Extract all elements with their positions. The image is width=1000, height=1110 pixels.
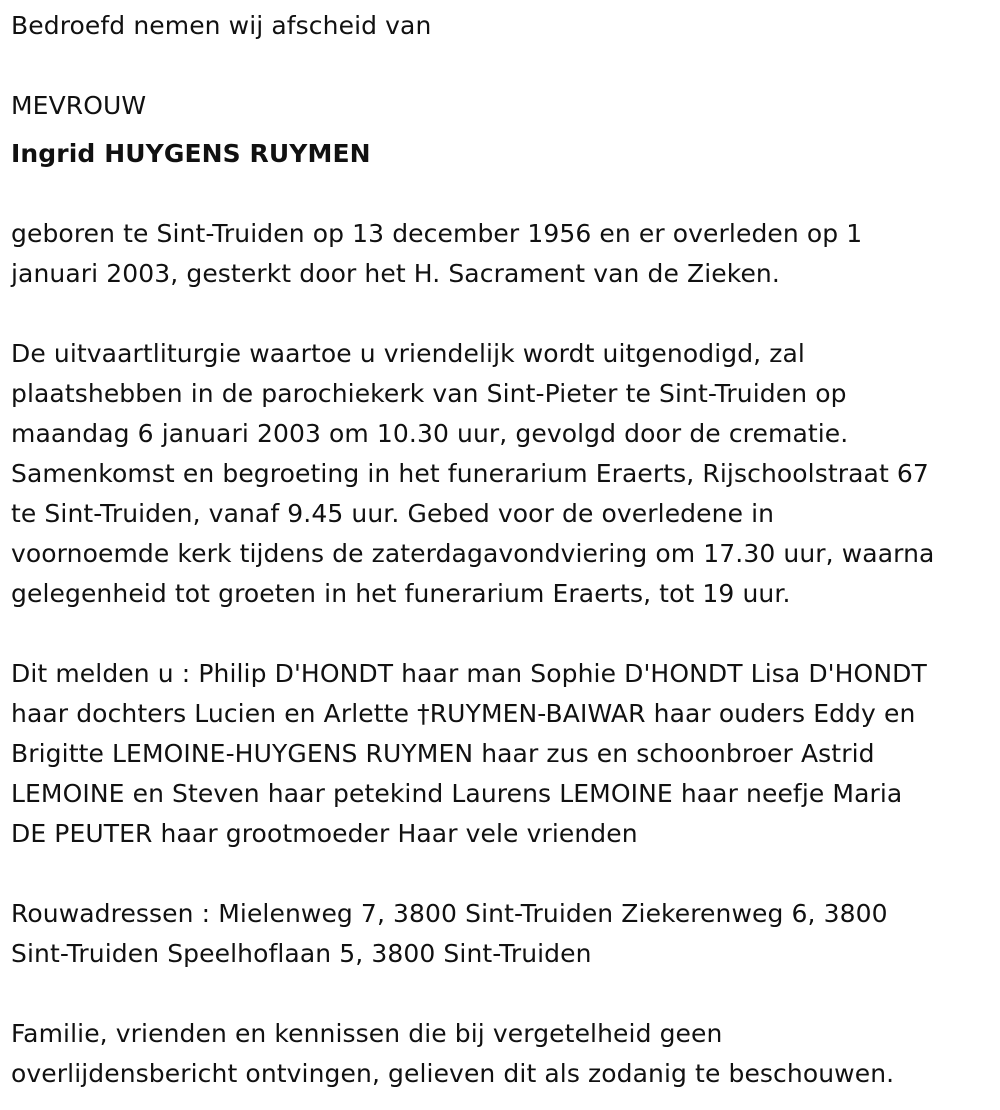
paragraph-line: haar dochters Lucien en Arlette †RUYMEN-BAIWAR haar ouders Eddy en [11, 699, 916, 728]
paragraph-line: overlijdensbericht ontvingen, gelieven dit als zodanig te beschouwen. [11, 1059, 895, 1088]
paragraph-line: januari 2003, gesterkt door het H. Sacrament van de Zieken. [11, 259, 780, 288]
paragraph-line: te Sint-Truiden, vanaf 9.45 uur. Gebed voor de overledene in [11, 499, 775, 528]
paragraph-line: Sint-Truiden Speelhoflaan 5, 3800 Sint-Truiden [11, 939, 592, 968]
paragraph-line: Dit melden u : Philip D'HONDT haar man Sophie D'HONDT Lisa D'HONDT [11, 659, 927, 688]
paragraph-line: gelegenheid tot groeten in het funerarium Eraerts, tot 19 uur. [11, 579, 791, 608]
paragraph-line: geboren te Sint-Truiden op 13 december 1956 en er overleden op 1 [11, 219, 863, 248]
paragraph-line: Samenkomst en begroeting in het funerarium Eraerts, Rijschoolstraat 67 [11, 459, 929, 488]
paragraph-line: Familie, vrienden en kennissen die bij vergetelheid geen [11, 1019, 723, 1048]
salutation: MEVROUW [11, 91, 147, 120]
intro-text: Bedroefd nemen wij afscheid van [11, 11, 432, 40]
paragraph-line: LEMOINE en Steven haar petekind Laurens LEMOINE haar neefje Maria [11, 779, 903, 808]
paragraph-line: De uitvaartliturgie waartoe u vriendelijk wordt uitgenodigd, zal [11, 339, 805, 368]
paragraph-line: plaatshebben in de parochiekerk van Sint-Pieter te Sint-Truiden op [11, 379, 847, 408]
deceased-name: Ingrid HUYGENS RUYMEN [11, 139, 371, 168]
paragraph-line: Brigitte LEMOINE-HUYGENS RUYMEN haar zus en schoonbroer Astrid [11, 739, 875, 768]
paragraph-line: voornoemde kerk tijdens de zaterdagavondviering om 17.30 uur, waarna [11, 539, 935, 568]
paragraph-line: maandag 6 januari 2003 om 10.30 uur, gevolgd door de crematie. [11, 419, 849, 448]
paragraph-line: DE PEUTER haar grootmoeder Haar vele vrienden [11, 819, 638, 848]
paragraph-line: Rouwadressen : Mielenweg 7, 3800 Sint-Truiden Ziekerenweg 6, 3800 [11, 899, 888, 928]
